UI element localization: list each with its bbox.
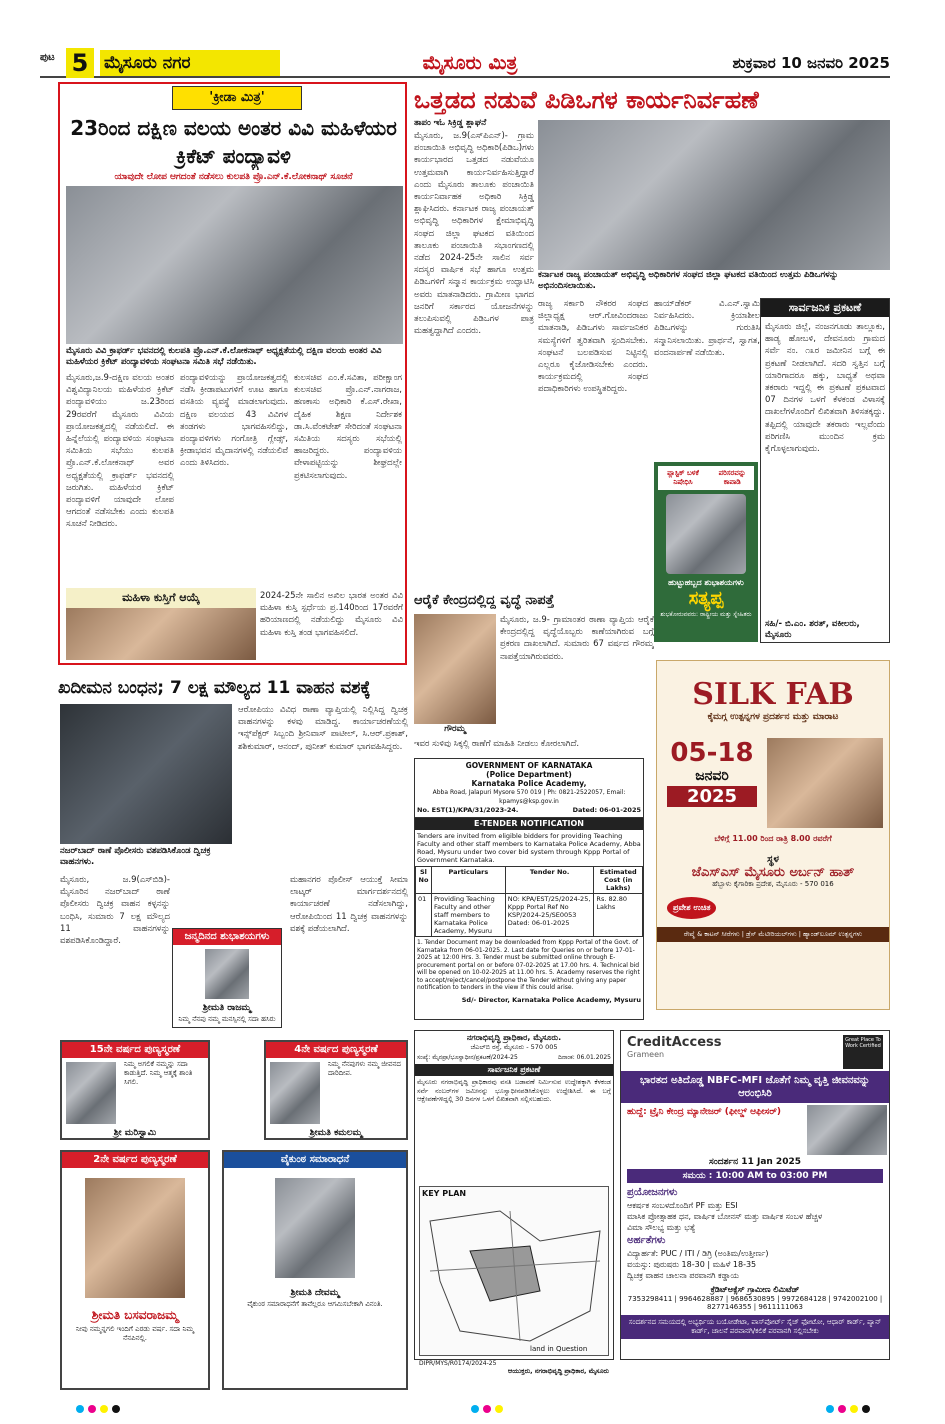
- obituary-name: ಶ್ರೀಮತಿ ದೇವಮ್ಮ: [290, 1288, 340, 1298]
- birthday-greeting: ಹುಟ್ಟುಹಬ್ಬದ ಶುಭಾಶಯಗಳು: [668, 578, 744, 587]
- obituary-portrait: [270, 1062, 320, 1124]
- table-header-row: [416, 867, 643, 894]
- obituary-name: ಶ್ರೀಮತಿ ಕಮಲಮ್ಮ: [309, 1128, 363, 1138]
- silk-timing: ಬೆಳಿಗ್ಗೆ 11.00 ರಿಂದ ರಾತ್ರಿ 8.00 ರವರೆಗೆ: [714, 834, 832, 843]
- credit-photo: [807, 1105, 887, 1155]
- birthday-from: ಶುಭಕೋರುವವರು: ರಾಷ್ಟ್ರೀಯ ಮತ್ತು ಸ್ನೇಹಿತರು: [660, 611, 752, 618]
- tender-header: [415, 759, 643, 818]
- gptw-badge: Great Place To Work Certified: [843, 1035, 883, 1069]
- map-label: KEY PLAN: [422, 1189, 467, 1198]
- stamp-top: ಪ್ಲಾಸ್ಟಿಕ್ ಬಳಕೆ ನಿಷೇಧಿಸಿ: [667, 469, 699, 486]
- tender-signoff: Sd/- Director, Karnataka Police Academy, Mysuru: [461, 995, 641, 1004]
- tender-address: Abba Road, Jalapuri Mysore 570 019 | Ph: 0821-2522057, Email: kpamys@ksp.gov.in: [432, 789, 626, 805]
- wrestling-photo: [66, 608, 256, 660]
- credit-company: ಕ್ರೆಡಿಟ್‌ಆಕ್ಸೆಸ್ ಗ್ರಾಮೀಣ ಲಿಮಿಟೆಡ್: [710, 1285, 800, 1294]
- obituary-text: ನೀವು ನಮ್ಮನ್ನಗಲಿ ಇಂದಿಗೆ ಎರಡು ವರ್ಷ. ಸದಾ ನಿಮ್ಮ ನೆನಪಿನಲ್ಲಿ.: [76, 1325, 194, 1342]
- eligibility-heading: ಅರ್ಹತೆಗಳು: [627, 1235, 666, 1246]
- masthead: [40, 48, 890, 78]
- theft-photo: [60, 704, 232, 844]
- birthday-ad: [654, 462, 758, 642]
- obituary-box-1: [60, 1040, 210, 1140]
- credit-brand: CreditAccess: [627, 1035, 722, 1050]
- obituary-title: 4ನೇ ವರ್ಷದ ಪುಣ್ಯಸ್ಮರಣೆ: [266, 1042, 406, 1058]
- silk-saree-photo: [767, 738, 883, 828]
- obituary-portrait: [275, 1178, 355, 1278]
- pdo-col-1: ಮೈಸೂರು, ಜ.9(ಎಸ್‌ಪಿಎನ್)- ಗ್ರಾಮ ಪಂಚಾಯಿತಿ ಅಭಿವೃದ್ಧಿ ಅಧಿಕಾರಿ(ಪಿಡಿಒ)ಗಳು ಕಾರ್ಯಭಾರದ ಒತ್ತಡದ ನಡುವೆಯೂ ಉತ್ತಮವಾಗಿ ಕಾರ್ಯನಿರ್ವಹಿಸುತ್ತಿದ್ದಾರೆ ಎಂದು ಮೈಸೂರು ತಾಲೂಕು ಪಂಚಾಯಿತಿ ಕಾರ್ಯನಿರ್ವಾಹಕ ಅಧಿಕಾರಿ ಸಿಕ್ರಿಡ್ಡ ಶ್ಲಾಘಿಸಿದರು. ಕರ್ನಾಟಕ ರಾಜ್ಯ ಪಂಚಾಯತ್ ಅಭಿವೃದ್ಧಿ ಅಧಿಕಾರಿಗಳ ಕ್ಷೇಮಾಭಿವೃದ್ಧಿ ಸಂಘದ ಜಿಲ್ಲಾ ಘಟಕದ ವತಿಯಿಂದ ತಾಲೂಕು ಪಂಚಾಯಿತಿ ಸಭಾಂಗಣದಲ್ಲಿ ನಡೆದ 2024-25ನೇ ಸಾಲಿನ ಸರ್ವ ಸದಸ್ಯರ ವಾರ್ಷಿಕ ಸಭೆ ಹಾಗೂ ಉತ್ತಮ ಪಿಡಿಒಗಳಿಗೆ ಸನ್ಮಾನ ಕಾರ್ಯಕ್ರಮ ಉದ್ಘಾಟಿಸಿ ಅವರು ಮಾತನಾಡಿದರು. ಗ್ರಾಮೀಣ ಭಾಗದ ಜನರಿಗೆ ಸರ್ಕಾರದ ಯೋಜನೆಗಳನ್ನು ತಲುಪಿಸುವಲ್ಲಿ ಪಿಡಿಒಗಳ ಪಾತ್ರ ಮಹತ್ವದ್ದಾಗಿದೆ ಎಂದರು.: [414, 131, 534, 337]
- cell-cost: Rs. 82.80 Lakhs: [594, 894, 643, 937]
- plastic-ban-stamp: [658, 466, 754, 490]
- print-registration-marks: [60, 1400, 890, 1412]
- memorial-text: ನಿಮ್ಮ ನೆನಪು ನಮ್ಮ ಮನಸ್ಸಿನಲ್ಲಿ ಸದಾ ಹಸಿರು: [178, 1015, 276, 1023]
- housing-title: ಸಾರ್ವಜನಿಕ ಪ್ರಕಟಣೆ: [415, 1064, 613, 1076]
- silk-address: ಹೆಬ್ಬಾಳು ಕೈಗಾರಿಕಾ ಪ್ರದೇಶ, ಮೈಸೂರು - 570 016: [712, 880, 834, 888]
- cell-sl: 01: [416, 894, 432, 937]
- missing-body: ಮೈಸೂರು, ಜ.9- ಗ್ರಾಮಾಂತರ ಠಾಣಾ ವ್ಯಾಪ್ತಿಯ ಆರೈಕೆ ಕೇಂದ್ರದಲ್ಲಿದ್ದ ವೃದ್ಧೆಯೊಬ್ಬರು ಕಾಣೆಯಾಗಿರುವ ಬಗ್ಗೆ ಪ್ರಕರಣ ದಾಖಲಾಗಿದೆ. ಸುಮಾರು 67 ವರ್ಷದ ಗೌರಮ್ಮ ನಾಪತ್ತೆಯಾಗಿರುವವರು.: [500, 615, 654, 662]
- sports-col-2: ಪಂದ್ಯಾವಳಿಯನ್ನು ಪ್ರಾಯೋಜಕತ್ವದಲ್ಲಿ ನಡೆಸಿ ಕ್ರೀಡಾಪಟುಗಳಿಗೆ ಊಟ ಹಾಗೂ ವಸತಿಯ ವ್ಯವಸ್ಥೆ ಮಾಡಲಾಗುವುದು. ದಕ್ಷಿಣ ವಲಯದ 43 ವಿವಿಗಳ ತಂಡಗಳು ಭಾಗವಹಿಸಲಿದ್ದು, ಪಂದ್ಯಾವಳಿಗಳು ಗಂಗೋತ್ರಿ ಗ್ಲೇಡ್ಸ್, ಕ್ರೀಡಾಭವನ ಮೈದಾನಗಳಲ್ಲಿ ನಡೆಯಲಿವೆ ಎಂದು ತಿಳಿಸಿದರು.: [180, 373, 288, 469]
- paper-date: ಶುಕ್ರವಾರ 10 ಜನವರಿ 2025: [732, 54, 890, 72]
- eligibility-item: ವಿದ್ಯಾರ್ಹತೆ: PUC / ITI / ಡಿಗ್ರಿ (ಅಂತಿಮ/ಉತ್ತೀರ್ಣ): [627, 1249, 769, 1258]
- birthday-memorial-box: [172, 928, 282, 1028]
- map-legend: land in Question: [530, 1345, 588, 1353]
- credit-role: ಹುದ್ದೆ: ಟ್ರೈನಿ ಕೇಂದ್ರ ಮ್ಯಾನೇಜರ್ (ಫೀಲ್ಡ್ ಆಫೀಸರ್): [627, 1107, 781, 1117]
- memorial-portrait: [205, 949, 249, 999]
- col-particulars: Particulars: [431, 867, 505, 894]
- credit-band: ಭಾರತದ ಅತಿದೊಡ್ಡ NBFC-MFI ಜೊತೆಗೆ ನಿಮ್ಮ ವೃತ್ತಿ ಜೀವನವನ್ನು ಆರಂಭಿಸಿರಿ: [621, 1071, 889, 1103]
- tender-academy: Karnataka Police Academy,: [471, 779, 587, 788]
- pdo-photo: [538, 120, 890, 270]
- credit-time: ಸಮಯ : 10:00 AM to 03:00 PM: [627, 1169, 883, 1183]
- tender-notice: [414, 758, 644, 1020]
- credit-phones: 7353298411 | 9964628887 | 9686530895 | 9972684128 | 9742002100 | 8277146355 | 9611111063: [627, 1295, 883, 1311]
- tender-dated: Dated: 06-01-2025: [572, 806, 641, 814]
- public-notice-signoff: ಸಹಿ/- ಬಿ.ಎಂ. ಶರತ್, ವಕೀಲರು, ಮೈಸೂರು: [765, 619, 860, 640]
- obituary-portrait: [66, 1062, 116, 1124]
- silk-free-entry: ಪ್ರವೇಶ ಉಚಿತ: [667, 897, 716, 919]
- tender-gov: GOVERNMENT OF KARNATAKA: [465, 761, 593, 770]
- silk-venue: ಜೆಎಸ್‌ಎಸ್ ಮೈಸೂರು ಅರ್ಬನ್ ಹಾತ್: [691, 865, 855, 880]
- wrestling-subhead: ಮಹಿಳಾ ಕುಸ್ತಿಗೆ ಆಯ್ಕೆ: [66, 588, 256, 608]
- public-notice-title: ಸಾರ್ವಜನಿಕ ಪ್ರಕಟಣೆ: [761, 299, 889, 317]
- tender-ref: No. EST(1)/KPA/31/2023-24.: [417, 806, 519, 814]
- sports-article: [58, 82, 407, 665]
- credit-sub: Grameen: [627, 1050, 665, 1059]
- benefit-item: ವಿಮಾ ಸೌಲಭ್ಯ ಮತ್ತು ಭತ್ಯೆ: [627, 1223, 696, 1232]
- silk-year: 2025: [667, 786, 757, 807]
- eligibility-item: ವಯಸ್ಸು: ಪುರುಷರು 18-30 | ಮಹಿಳೆ 18-35: [627, 1260, 757, 1269]
- public-notice-body: ಮೈಸೂರು ಜಿಲ್ಲೆ, ನಂಜನಗೂಡು ತಾಲ್ಲೂಕು, ಹಾಡ್ಯ ಹೋಬಳಿ, ದೇವನೂರು ಗ್ರಾಮದ ಸರ್ವೆ ನಂ. ೧೩ರ ಜಮೀನಿನ ಬಗ್ಗೆ ಈ ಪ್ರಕಟಣೆ ನೀಡಲಾಗಿದೆ. ಸದರಿ ಸ್ವತ್ತಿನ ಬಗ್ಗೆ ಯಾರಿಗಾದರೂ ಹಕ್ಕು, ಬಾಧ್ಯತೆ ಅಥವಾ ತಕರಾರು ಇದ್ದಲ್ಲಿ ಈ ಪ್ರಕಟಣೆ ಪ್ರಕಟವಾದ 07 ದಿನಗಳ ಒಳಗೆ ಕೆಳಕಂಡ ವಿಳಾಸಕ್ಕೆ ದಾಖಲೆಗಳೊಂದಿಗೆ ಲಿಖಿತವಾಗಿ ತಿಳಿಸತಕ್ಕದ್ದು. ತಪ್ಪಿದಲ್ಲಿ ಯಾವುದೇ ತಕರಾರು ಇಲ್ಲವೆಂದು ಪರಿಗಣಿಸಿ ಮುಂದಿನ ಕ್ರಮ ಕೈಗೊಳ್ಳಲಾಗುವುದು.: [765, 322, 885, 455]
- housing-addr: ಜೆಎಲ್‌ಬಿ ರಸ್ತೆ, ಮೈಸೂರು - 570 005: [470, 1043, 558, 1051]
- housing-body: ಮೈಸೂರು ನಗರಾಭಿವೃದ್ಧಿ ಪ್ರಾಧಿಕಾರವು ವಸತಿ ಬಡಾವಣೆ ನಿರ್ಮಿಸುವ ಉದ್ದೇಶಕ್ಕಾಗಿ ಕೆಳಕಂಡ ಸರ್ವೆ ನಂಬರ್‌ಗಳ ಜಮೀನನ್ನು ಭೂಸ್ವಾಧೀನಪಡಿಸಿಕೊಳ್ಳಲು ಉದ್ದೇಶಿಸಿದೆ. ಈ ಬಗ್ಗೆ ಆಕ್ಷೇಪಣೆಗಳಿದ್ದಲ್ಲಿ 30 ದಿನಗಳ ಒಳಗೆ ಲಿಖಿತವಾಗಿ ಸಲ್ಲಿಸಬಹುದು.: [417, 1078, 611, 1103]
- table-row: [416, 894, 643, 937]
- pdo-col-3: ಹಾಯ್‌ಡೆಕರ್ ವಿ.ಎನ್.ಸ್ವಾಮಿ ನಿರ್ವಹಿಸಿದರು. ಕ್ರಿಯಾಶೀಲ ಪಿಡಿಒಗಳನ್ನು ಗುರುತಿಸಿ ಸನ್ಮಾನಿಸಲಾಯಿತು. ಪ್ರಾರ್ಥನೆ, ಸ್ವಾಗತ, ವಂದನಾರ್ಪಣೆ ನಡೆಯಿತು.: [654, 299, 760, 358]
- col-tender: Tender No.: [505, 867, 594, 894]
- pdo-byline: ತಾಪಂ ಇಓ ಸಿಕ್ರಿಡ್ಡ ಶ್ಲಾಘನೆ: [414, 118, 487, 128]
- obituary-portrait: [85, 1178, 185, 1298]
- obituary-box-4: [222, 1150, 408, 1390]
- section-name: ಮೈಸೂರು ನಗರ: [100, 50, 280, 76]
- tender-intro: Tenders are invited from eligible bidders for providing Teaching Faculty and other staff members to Karnataka Police Academy, Abba Road, Mysuru under two cover bid system through Kppp Portal of Government Karnataka.: [417, 832, 641, 864]
- credit-footer: ಸಂದರ್ಶನದ ಸಮಯದಲ್ಲಿ ಅಭ್ಯರ್ಥಿಯ ಬಯೋಡೇಟಾ, ಪಾಸ್‌ಪೋರ್ಟ್ ಸೈಜ್ ಫೋಟೋ, ಆಧಾರ್ ಕಾರ್ಡ್, ಪ್ಯಾನ್ ಕಾರ್ಡ್, ಚಾಲನೆ ಪರವಾನಗಿ/ಕಲಿಕೆ ಪರವಾನಗಿ ಸಲ್ಲಿಸಬೇಕು: [621, 1315, 889, 1339]
- housing-date: ದಿನಾಂಕ: 06.01.2025: [558, 1054, 611, 1061]
- silk-venue-label: ಸ್ಥಳ: [767, 854, 779, 865]
- obituary-box-2: [264, 1040, 408, 1140]
- sports-photo-caption: ಮೈಸೂರು ವಿವಿ ಕ್ರಾಫರ್ಡ್ ಭವನದಲ್ಲಿ ಕುಲಪತಿ ಪ್ರೊ.ಎನ್.ಕೆ.ಲೋಕನಾಥ್ ಅಧ್ಯಕ್ಷತೆಯಲ್ಲಿ ದಕ್ಷಿಣ ವಲಯ ಅಂತರ ವಿವಿ ಮಹಿಳೆಯರ ಕ್ರಿಕೆಟ್ ಪಂದ್ಯಾವಳಿಯ ಸಂಘಟನಾ ಸಮಿತಿ ಸಭೆ ನಡೆಯಿತು.: [66, 346, 382, 367]
- col-sl: Sl No: [416, 867, 432, 894]
- public-notice-box: [760, 298, 890, 643]
- theft-col-2: ಆರೋಪಿಯು ವಿವಿಧ ಠಾಣಾ ವ್ಯಾಪ್ತಿಯಲ್ಲಿ ನಿಲ್ಲಿಸಿದ್ದ ದ್ವಿಚಕ್ರ ವಾಹನಗಳನ್ನು ಕಳವು ಮಾಡಿದ್ದ. ಕಾರ್ಯಾಚರಣೆಯಲ್ಲಿ ಇನ್ಸ್‌ಪೆಕ್ಟರ್ ಸಿಬ್ಬಂದಿ ಶ್ರೀನಿವಾಸ್ ಪಾಟೀಲ್, ಸಿ.ಆರ್.ಪ್ರಕಾಶ್, ಶಶಿಕುಮಾರ್, ಆನಂದ್, ಪುನೀತ್ ಕುಮಾರ್ ಭಾಗವಹಿಸಿದ್ದರು.: [238, 705, 408, 752]
- silk-logo: SILK FAB: [692, 677, 854, 712]
- pdo-headline: ಒತ್ತಡದ ನಡುವೆ ಪಿಡಿಒಗಳ ಕಾರ್ಯನಿರ್ವಹಣೆ: [414, 86, 759, 114]
- obituary-name: ಶ್ರೀಮತಿ ಬಸವರಾಜಮ್ಮ: [91, 1308, 179, 1322]
- wrestling-text: 2024-25ನೇ ಸಾಲಿನ ಅಖಿಲ ಭಾರತ ಅಂತರ ವಿವಿ ಮಹಿಳಾ ಕುಸ್ತಿ ಸ್ಪರ್ಧೆಯ ಪ್ರ.140ರಿಂದ 17ರವರೆಗೆ ಹರಿಯಾಣದಲ್ಲಿ ನಡೆಯಲಿದ್ದು ಮೈಸೂರು ವಿವಿ ಮಹಿಳಾ ಕುಸ್ತಿ ತಂಡ ಭಾಗವಹಿಸಲಿದೆ.: [260, 591, 403, 638]
- missing-photo-caption: ಗೌರಮ್ಮ: [444, 724, 466, 734]
- key-plan-map: [419, 1186, 609, 1356]
- page-number: 5: [66, 48, 94, 78]
- tender-dept: (Police Department): [486, 770, 572, 779]
- birthday-name: ಸತ್ಯಪ್ಪ: [688, 588, 724, 609]
- cell-particulars: Providing Teaching Faculty and other staff members to Karnataka Police Academy, Mysuru: [431, 894, 505, 937]
- sports-headline: 23ರಿಂದ ದಕ್ಷಿಣ ವಲಯ ಅಂತರ ವಿವಿ ಮಹಿಳೆಯರ ಕ್ರಿಕೆಟ್ ಪಂದ್ಯಾವಳಿ: [70, 116, 397, 168]
- credit-interview: ಸಂದರ್ಶನ 11 Jan 2025: [709, 1157, 801, 1167]
- obituary-box-3: [60, 1150, 210, 1390]
- obituary-title: 2ನೇ ವರ್ಷದ ಪುಣ್ಯಸ್ಮರಣೆ: [62, 1152, 208, 1168]
- credit-access-ad: [620, 1030, 890, 1360]
- obituary-title: ವೈಕುಂಠ ಸಮಾರಾಧನೆ: [224, 1152, 406, 1168]
- sports-photo: [66, 186, 403, 344]
- theft-photo-caption: ನಜರ್‌ಬಾದ್ ಠಾಣೆ ಪೊಲೀಸರು ವಶಪಡಿಸಿಕೊಂಡ ದ್ವಿಚಕ್ರ ವಾಹನಗಳು.: [60, 846, 211, 867]
- map-drawing: [420, 1201, 610, 1351]
- silk-month: ಜನವರಿ: [695, 768, 729, 784]
- housing-notice: [414, 1030, 614, 1375]
- benefits-heading: ಪ್ರಯೋಜನಗಳು: [627, 1187, 678, 1198]
- silk-items: ರೇಷ್ಮೆ & ಕಾಟನ್ ಸೀರೆಗಳು | ಡ್ರೆಸ್ ಮೆಟೀರಿಯಲ್‌ಗಳು | ಹ್ಯಾಂಡ್‌ಲೂಮ್ ಉತ್ಪನ್ನಗಳು: [657, 927, 889, 942]
- sports-tag: 'ಕ್ರೀಡಾ ಮಿತ್ರ': [172, 86, 302, 110]
- obituary-name: ಶ್ರೀ ಮರಿಸ್ವಾಮಿ: [113, 1128, 157, 1138]
- silk-dates: 05-18: [670, 738, 754, 768]
- sports-col-3: ಕುಲಸಚಿವ ಎಂ.ಕೆ.ಸವಿತಾ, ಪರೀಕ್ಷಾಂಗ ಕುಲಸಚಿವ ಪ್ರೊ.ಎನ್.ನಾಗರಾಜ, ಹಣಕಾಸು ಅಧಿಕಾರಿ ಕೆ.ಎಸ್.ರೇಖಾ, ದೈಹಿಕ ಶಿಕ್ಷಣ ನಿರ್ದೇಶಕ ಡಾ.ಸಿ.ವೆಂಕಟೇಶ್ ಸೇರಿದಂತೆ ಸಂಘಟನಾ ಸಮಿತಿಯ ಸದಸ್ಯರು ಸಭೆಯಲ್ಲಿ ಹಾಜರಿದ್ದರು. ಪಂದ್ಯಾವಳಿಯ ವೇಳಾಪಟ್ಟಿಯನ್ನು ಶೀಘ್ರದಲ್ಲೇ ಪ್ರಕಟಿಸಲಾಗುವುದು.: [294, 373, 402, 481]
- theft-col-1: ಮೈಸೂರು, ಜ.9(ಎಸ್‌ಬಿಡಿ)- ಮೈಸೂರಿನ ನಜರ್‌ಬಾದ್ ಠಾಣೆ ಪೊಲೀಸರು ದ್ವಿಚಕ್ರ ವಾಹನ ಕಳ್ಳನನ್ನು ಬಂಧಿಸಿ, ಸುಮಾರು 7 ಲಕ್ಷ ಮೌಲ್ಯದ 11 ವಾಹನಗಳನ್ನು ವಶಪಡಿಸಿಕೊಂಡಿದ್ದಾರೆ.: [60, 875, 170, 947]
- missing-headline: ಆರೈಕೆ ಕೇಂದ್ರದಲ್ಲಿದ್ದ ವೃದ್ಧೆ ನಾಪತ್ತೆ: [414, 593, 555, 608]
- page-label: ಪುಟ: [40, 52, 55, 63]
- eligibility-item: ದ್ವಿಚಕ್ರ ವಾಹನ ಚಾಲನಾ ಪರವಾನಗಿ ಕಡ್ಡಾಯ: [627, 1271, 740, 1280]
- theft-headline: ಖದೀಮನ ಬಂಧನ; 7 ಲಕ್ಷ ಮೌಲ್ಯದ 11 ವಾಹನ ವಶಕ್ಕೆ: [58, 678, 371, 698]
- housing-code: DIPR/MYS/R0174/2024-25: [419, 1360, 497, 1367]
- birthday-memorial-title: ಜನ್ಮದಿನದ ಶುಭಾಶಯಗಳು: [173, 929, 281, 945]
- obituary-text: ವೈಕುಂಠ ಸಮಾರಾಧನೆಗೆ ತಾವೆಲ್ಲರೂ ಆಗಮಿಸಬೇಕಾಗಿ ವಿನಂತಿ.: [247, 1300, 383, 1308]
- obituary-text: ನಿಮ್ಮ ನೆನಪುಗಳು ನಮ್ಮ ಜೀವನದ ದಾರಿದೀಪ.: [328, 1060, 401, 1077]
- housing-org: ನಗರಾಭಿವೃದ್ಧಿ ಪ್ರಾಧಿಕಾರ, ಮೈಸೂರು.: [466, 1033, 562, 1042]
- missing-person-photo: [414, 614, 496, 724]
- birthday-portrait: [666, 494, 746, 574]
- cell-tender: NO: KPA/EST/25/2024-25, Kppp Portal Ref No KSP/2024-25/SE0053 Dated: 06-01-2025: [505, 894, 594, 937]
- benefit-item: ಆಕರ್ಷಕ ಸಂಬಳದೊಂದಿಗೆ PF ಮತ್ತು ESI: [627, 1201, 738, 1210]
- pdo-photo-caption: ಕರ್ನಾಟಕ ರಾಜ್ಯ ಪಂಚಾಯತ್ ಅಭಿವೃದ್ಧಿ ಅಧಿಕಾರಿಗಳ ಸಂಘದ ಜಿಲ್ಲಾ ಘಟಕದ ವತಿಯಿಂದ ಉತ್ತಮ ಪಿಡಿಒಗಳನ್ನು ಅಭಿನಂದಿಸಲಾಯಿತು.: [538, 270, 839, 291]
- obituary-text: ನಿಮ್ಮ ಅಗಲಿಕೆ ನಮ್ಮನ್ನು ಸದಾ ಕಾಡುತ್ತಿದೆ. ನಿಮ್ಮ ಆತ್ಮಕ್ಕೆ ಶಾಂತಿ ಸಿಗಲಿ.: [124, 1060, 193, 1086]
- tender-bar: E-TENDER NOTIFICATION: [415, 818, 643, 830]
- obituary-title: 15ನೇ ವರ್ಷದ ಪುಣ್ಯಸ್ಮರಣೆ: [62, 1042, 208, 1058]
- stamp-bottom: ಪರಿಸರವನ್ನು ಕಾಪಾಡಿ: [718, 469, 746, 486]
- silk-fab-ad: [656, 660, 890, 1010]
- col-cost: Estimated Cost (in Lakhs): [594, 867, 643, 894]
- tender-notes: 1. Tender Document may be downloaded from Kppp Portal of the Govt. of Karnataka from 06-01-2025. 2. Last date for Queries on or before 17-01-2025 at 12:00 Hrs. 3. Tender must be submitted online through E-procurement portal on or before 07-02-2025 at 17.00 hrs. 4. Technical bid will be opened on 10-02-2025 at 11.00 hrs. 5. Academy reserves the right to accept/reject/cancel/postpone the Tender without giving any paper notification to tenders in the view if this could arise.: [417, 939, 640, 991]
- paper-name: ಮೈಸೂರು ಮಿತ್ರ: [422, 52, 518, 74]
- sports-col-1: ಮೈಸೂರು,ಜ.9-ದಕ್ಷಿಣ ವಲಯ ಅಂತರ ವಿಶ್ವವಿದ್ಯಾನಿಲಯ ಮಹಿಳೆಯರ ಕ್ರಿಕೆಟ್ ಪಂದ್ಯಾವಳಿಯು ಜ.23ರಿಂದ 29ರವರೆಗೆ ಮೈಸೂರು ವಿವಿಯ ಪ್ರಾಯೋಜಕತ್ವದಲ್ಲಿ ನಡೆಯಲಿದೆ. ಈ ಹಿನ್ನೆಲೆಯಲ್ಲಿ ಪಂದ್ಯಾವಳಿಯ ಸಂಘಟನಾ ಸಮಿತಿಯ ಸಭೆಯು ಕುಲಪತಿ ಪ್ರೊ.ಎನ್.ಕೆ.ಲೋಕನಾಥ್ ಅವರ ಅಧ್ಯಕ್ಷತೆಯಲ್ಲಿ ಕ್ರಾಫರ್ಡ್ ಭವನದಲ್ಲಿ ಜರುಗಿತು. ಮಹಿಳೆಯರ ಕ್ರಿಕೆಟ್ ಪಂದ್ಯಾವಳಿಗೆ ಯಾವುದೇ ಲೋಪ ಆಗದಂತೆ ನಡೆಸಬೇಕು ಎಂದು ಕುಲಪತಿ ಸೂಚನೆ ನೀಡಿದರು.: [66, 373, 174, 530]
- housing-ref: ಸಂಖ್ಯೆ: ಮೈನಪ್ರಾ/ಭೂಸ್ವಾಧೀನ/ಪ್ರಕಟಣೆ/2024-25: [417, 1054, 518, 1061]
- theft-col-3: ಮಹಾನಗರ ಪೊಲೀಸ್ ಆಯುಕ್ತೆ ಸೀಮಾ ಲಾಟ್ಕರ್ ಮಾರ್ಗದರ್ಶನದಲ್ಲಿ ಕಾರ್ಯಾಚರಣೆ ನಡೆಸಲಾಗಿದ್ದು, ಆರೋಪಿಯಿಂದ 11 ದ್ವಿಚಕ್ರ ವಾಹನಗಳನ್ನು ವಶಕ್ಕೆ ಪಡೆಯಲಾಗಿದೆ.: [290, 875, 408, 934]
- silk-tagline: ಕೈಮಗ್ಗ ಉತ್ಪನ್ನಗಳ ಪ್ರದರ್ಶನ ಮತ್ತು ಮಾರಾಟ: [707, 712, 839, 722]
- tender-table: [415, 866, 643, 937]
- benefit-item: ಮಾಸಿಕ ಪ್ರೋತ್ಸಾಹಕ ಧನ, ವಾರ್ಷಿಕ ಬೋನಸ್ ಮತ್ತು ವಾರ್ಷಿಕ ಸಂಬಳ ಹೆಚ್ಚಳ: [627, 1212, 823, 1221]
- housing-signoff: ಆಯುಕ್ತರು, ನಗರಾಭಿವೃದ್ಧಿ ಪ್ರಾಧಿಕಾರ, ಮೈಸೂರು: [507, 1367, 609, 1375]
- pdo-col-2: ರಾಜ್ಯ ಸರ್ಕಾರಿ ನೌಕರರ ಸಂಘದ ಜಿಲ್ಲಾಧ್ಯಕ್ಷ ಆರ್.ಗೋವಿಂದರಾಜು ಮಾತನಾಡಿ, ಪಿಡಿಒಗಳು ಸಾರ್ವಜನಿಕರ ಸಮಸ್ಯೆಗಳಿಗೆ ತ್ವರಿತವಾಗಿ ಸ್ಪಂದಿಸಬೇಕು. ಸಂಘಟನೆ ಬಲಪಡಿಸುವ ನಿಟ್ಟಿನಲ್ಲಿ ಎಲ್ಲರೂ ಕೈಜೋಡಿಸಬೇಕು ಎಂದರು. ಕಾರ್ಯಕ್ರಮದಲ್ಲಿ ಸಂಘದ ಪದಾಧಿಕಾರಿಗಳು ಉಪಸ್ಥಿತರಿದ್ದರು.: [538, 299, 648, 395]
- sports-subhead: ಯಾವುದೇ ಲೋಪ ಆಗದಂತೆ ನಡೆಸಲು ಕುಲಪತಿ ಪ್ರೊ.ಎನ್.ಕೆ.ಲೋಕನಾಥ್ ಸೂಚನೆ: [114, 172, 353, 182]
- memorial-name: ಶ್ರೀಮತಿ ರಾಜಮ್ಮ: [202, 1003, 252, 1013]
- missing-body-2: ಇವರ ಸುಳಿವು ಸಿಕ್ಕಲ್ಲಿ ಠಾಣೆಗೆ ಮಾಹಿತಿ ನೀಡಲು ಕೋರಲಾಗಿದೆ.: [414, 739, 580, 749]
